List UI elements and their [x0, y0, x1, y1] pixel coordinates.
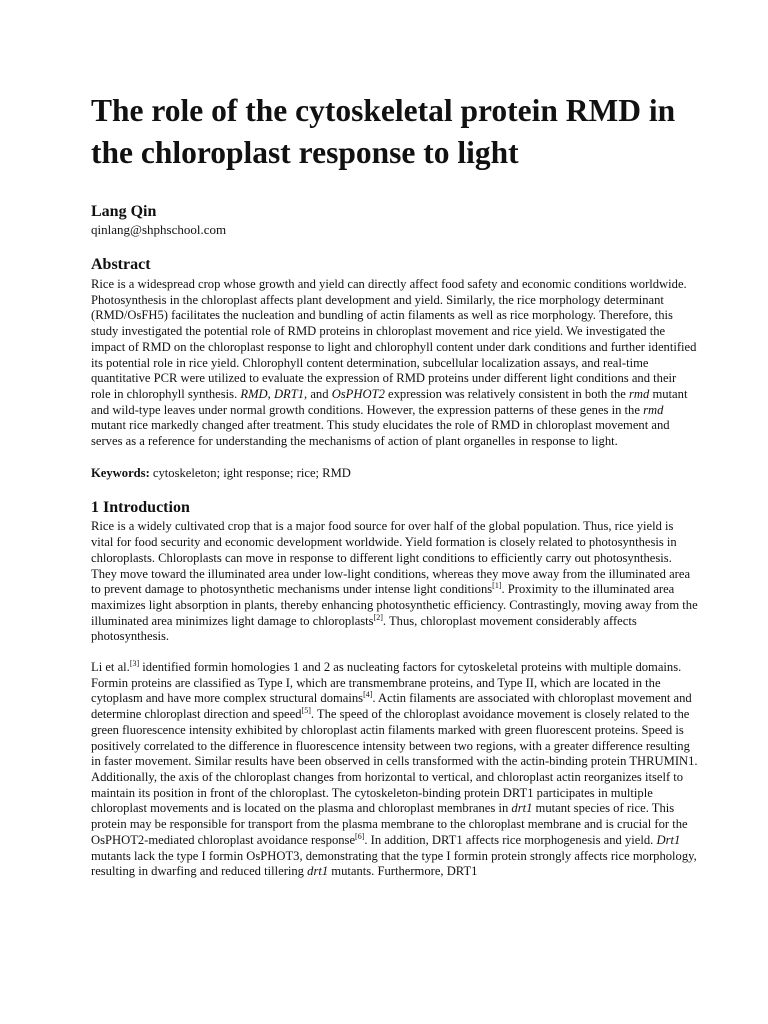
text-run: mutant and wild-type leaves under normal growth conditions. However, the expression patterns of these genes in the	[91, 386, 688, 417]
text-run: mutant rice markedly changed after treatment. This study elucidates the role of RMD in chloroplast movement and serves as a reference for understanding the mechanisms of action of plant organelles in response to light.	[91, 418, 670, 449]
italic-term: rmd	[629, 386, 650, 401]
text-run: identified formin homologies 1 and 2 as nucleating factors for cytoskeletal proteins with multiple domains. Formin proteins are classified as Type I, which are transmembrane proteins, and Type II, which are located in the cytoplasm and have more complex structural domains	[91, 660, 682, 706]
text-run: . In addition, DRT1 affects rice morphogenesis and yield.	[364, 832, 657, 847]
text-run: mutants. Furthermore, DRT1	[328, 864, 478, 879]
italic-term: Drt1	[656, 832, 681, 847]
keywords-line	[91, 466, 698, 482]
text-run: Rice is a widely cultivated crop that is a major food source for over half of the global population. Thus, rice yield is vital for food security and economic development worldwide. Yield formation is closely related to photosynthesis in chloroplasts. Chloroplasts can move in response to different light conditions to efficiently carry out photosynthesis. They move toward the illuminated area under low-light conditions, whereas they move away from the illuminated area to prevent damage to photosynthetic mechanisms under intense light conditions	[91, 519, 691, 597]
text-run: Li et al.	[91, 660, 130, 675]
text-run: . Proximity to the illuminated area maximizes light absorption in plants, thereby enhancing photosynthetic efficiency. Contrastingly, moving away from the illuminated area minimizes light damage to chloroplasts	[91, 582, 698, 628]
text-run: . Thus, chloroplast movement considerably affects photosynthesis.	[91, 613, 637, 644]
author-email: qinlang@shphschool.com	[91, 222, 227, 237]
text-run: mutants lack the type I formin OsPHOT3, demonstrating that the type I formin protein strongly affects rice morphology, resulting in dwarfing and reduced tillering	[91, 848, 697, 879]
text-run: expression was relatively consistent in both the	[384, 386, 630, 401]
italic-term: drt1	[307, 864, 329, 879]
italic-term: RMD	[240, 386, 268, 401]
introduction-paragraph-2	[91, 660, 698, 880]
citation-ref: [3]	[129, 658, 140, 668]
introduction-heading: 1 Introduction	[91, 499, 190, 517]
introduction-paragraph-1	[91, 519, 698, 645]
citation-ref: [5]	[301, 705, 311, 715]
author-name: Lang Qin	[91, 203, 157, 220]
keywords-label: Keywords:	[91, 465, 150, 480]
abstract-heading: Abstract	[91, 256, 151, 273]
italic-term: DRT1	[273, 386, 305, 401]
italic-term: drt1	[511, 801, 533, 816]
text-run: mutant species of rice. This protein may be responsible for transport from the plasma membrane to the chloroplast membrane and is crucial for the OsPHOT2-mediated chloroplast avoidance response	[91, 801, 688, 847]
text-run: , and	[304, 386, 332, 401]
italic-term: rmd	[643, 402, 664, 417]
text-run: . The speed of the chloroplast avoidance movement is closely related to the green fluorescence intensity exhibited by chloroplast actin filaments marked with green fluorescent proteins. Speed is positively correlated to the difference in fluorescence intensity between two regions, with a greater difference resulting in faster movement. Similar results have been observed in cells transformed with the actin-binding protein THRUMIN1. Additionally, the axis of the chloroplast changes from horizontal to vertical, and chloroplast actin reorganizes itself to maintain its position in front of the chloroplast. The cytoskeleton-binding protein DRT1 participates in multiple chloroplast movements and is located on the plasma and chloroplast membranes in	[91, 707, 698, 816]
text-run: ,	[267, 386, 274, 401]
citation-ref: [6]	[355, 831, 365, 841]
text-run: Rice is a widespread crop whose growth and yield can directly affect food safety and economic conditions worldwide. Photosynthesis in the chloroplast affects plant development and yield. Similarly, the rice morphology determinant (RMD/OsFH5) facilitates the nucleation and bundling of actin filaments as well as rice morphology. Therefore, this study investigated the potential role of RMD proteins in chloroplast movement and rice yield. We investigated the impact of RMD on the chloroplast response to light and chlorophyll content under dark conditions and further identified its potential role in rice yield. Chlorophyll content determination, subcellular localization assays, and real-time quantitative PCR were utilized to evaluate the expression of RMD proteins under different light conditions and their role in chlorophyll synthesis.	[91, 277, 697, 401]
citation-ref: [1]	[492, 581, 502, 591]
paper-title: The role of the cytoskeletal protein RMD in the chloroplast response to light	[91, 93, 676, 170]
citation-ref: [4]	[363, 690, 373, 700]
text-run: . Actin filaments are associated with chloroplast movement and determine chloroplast direction and speed	[91, 691, 692, 722]
abstract-body	[91, 277, 698, 450]
keywords-text: cytoskeleton; ight response; rice; RMD	[149, 465, 351, 480]
italic-term: OsPHOT2	[331, 386, 385, 401]
citation-ref: [2]	[373, 612, 383, 622]
